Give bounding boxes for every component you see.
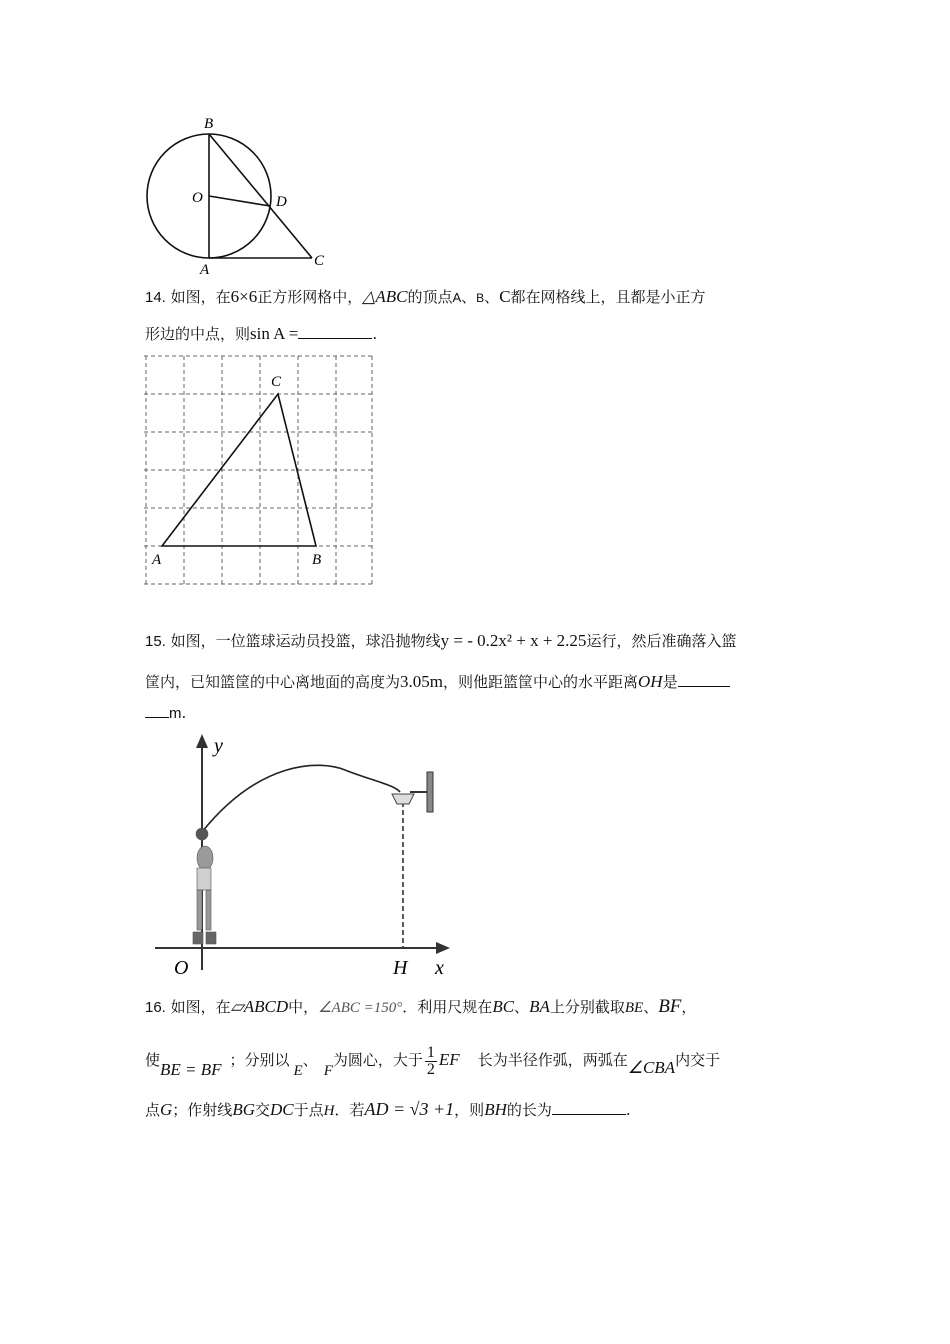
grid-label-a: A [152, 552, 162, 568]
q15-number: 15. [145, 633, 166, 650]
q16-text: 的长为 [506, 1101, 552, 1119]
q16-line-1 [145, 997, 696, 1018]
q15-height: 3.05m [400, 672, 443, 691]
q16-fraction [425, 1045, 437, 1078]
q16-text: 为圆心，大于 [332, 1051, 423, 1069]
q16-line-3 [145, 1099, 631, 1121]
q14-triangle: △ABC [362, 287, 408, 306]
q16-text: ．利用尺规在 [402, 998, 493, 1016]
q16-sep: 、 [514, 998, 530, 1016]
q16-text: 交 [254, 1101, 270, 1119]
q16-sep: 、 [302, 1051, 318, 1069]
q14-line-2 [145, 324, 377, 344]
q14-sep: 、 [484, 288, 500, 306]
q16-bh: BH [484, 1100, 507, 1119]
q16-ba: BA [529, 997, 550, 1016]
q14-text: 都在网格线上，且都是小正方 [510, 288, 706, 306]
figure-circle-tangent [140, 112, 340, 277]
q16-ef: EF [438, 1050, 460, 1069]
q16-bf: BF [658, 996, 682, 1017]
q15-end: . [181, 704, 187, 722]
q16-text: ，则 [454, 1101, 485, 1119]
grid-label-c: C [271, 374, 282, 390]
label-a: A [200, 262, 210, 277]
q14-number: 14. [145, 289, 166, 306]
label-y: y [214, 735, 223, 757]
player-figure [193, 828, 216, 944]
q16-text: ．若 [334, 1101, 365, 1119]
q15-equation: y = - 0.2x² + x + 2.25 [440, 631, 587, 650]
q16-sep: 、 [643, 998, 659, 1016]
q14-sep: 、 [461, 288, 477, 306]
label-d: D [276, 194, 287, 210]
q16-be: BE [624, 1000, 644, 1016]
q15-oh: OH [638, 672, 663, 691]
q16-angle: ∠ABC =150° [318, 1000, 403, 1016]
q16-number: 16. [145, 999, 166, 1016]
q16-text: 使 [145, 1051, 161, 1069]
q16-text: 于点 [293, 1101, 324, 1119]
q14-line-1 [145, 287, 706, 308]
label-b: B [204, 116, 214, 132]
hoop-net [392, 794, 414, 804]
q16-comma: ， [681, 998, 697, 1016]
q16-frac-den: 2 [426, 1060, 435, 1078]
figure-grid-triangle [140, 352, 380, 592]
ball-trajectory [202, 765, 400, 832]
q15-line-2 [145, 672, 730, 692]
q14-point-b: B [476, 291, 485, 305]
q16-text: ；分别以 [229, 1051, 290, 1069]
q16-line-2 [145, 1040, 720, 1084]
label-c: C [314, 253, 325, 269]
y-axis-arrow [196, 734, 208, 748]
q15-line-3 [145, 703, 186, 724]
q15-answer-blank-b[interactable] [145, 703, 169, 718]
q14-text: 的顶点 [407, 288, 453, 306]
q15-unit: m [169, 705, 182, 722]
label-h: H [393, 957, 408, 979]
q14-end: . [372, 325, 378, 343]
q16-be-eq-bf: BE = BF [160, 1060, 222, 1079]
label-x: x [435, 957, 444, 979]
q15-answer-blank-a[interactable] [678, 672, 730, 687]
q14-text: 正方形网格中， [257, 288, 363, 306]
x-axis-arrow [436, 942, 450, 954]
q15-text: 运行，然后准确落入篮 [586, 632, 737, 650]
q16-text: 内交于 [675, 1051, 721, 1069]
q16-end: . [625, 1101, 631, 1119]
label-o: O [174, 957, 189, 979]
q14-grid-expr: 6×6 [230, 287, 258, 306]
q16-text: ；作射线 [172, 1101, 233, 1119]
q16-h: H [323, 1103, 335, 1119]
q16-text: 点 [145, 1101, 161, 1119]
q16-angle-cba: ∠CBA [627, 1058, 676, 1077]
q16-parallelogram: ▱ABCD [230, 997, 289, 1016]
q15-text: ，则他距篮筐中心的水平距离 [443, 673, 639, 691]
q15-line-1 [145, 631, 736, 652]
grid-label-b: B [312, 552, 322, 568]
q16-bc: BC [492, 997, 515, 1016]
q15-text: 筐内，已知篮筐的中心离地面的高度为 [145, 673, 401, 691]
q14-text: 如图，在 [170, 288, 231, 306]
backboard [427, 772, 433, 812]
q16-g: G [160, 1100, 173, 1119]
q16-text: 长为半径作弧，两弧在 [477, 1051, 628, 1069]
q14-text: 形边的中点，则 [145, 325, 251, 343]
q14-sin-a: sin A = [250, 324, 299, 343]
q16-text: 中， [288, 998, 319, 1016]
q14-point-a: A [452, 290, 462, 305]
q16-dc: DC [270, 1100, 294, 1119]
q16-e: E [293, 1063, 303, 1079]
figure-basketball [150, 730, 460, 980]
q14-point-c: C [499, 287, 511, 306]
q16-ad: AD = √3 +1 [364, 1099, 455, 1119]
label-o: O [192, 190, 203, 206]
q16-f: F [323, 1063, 333, 1079]
segment-bc [209, 134, 312, 258]
q16-answer-blank[interactable] [552, 1100, 626, 1115]
q15-text: 是 [662, 673, 678, 691]
q16-text: 上分别截取 [549, 998, 625, 1016]
q16-bg: BG [232, 1100, 255, 1119]
q15-text: 如图，一位篮球运动员投篮，球沿抛物线 [170, 632, 441, 650]
q16-frac-num: 1 [426, 1043, 435, 1061]
q14-answer-blank[interactable] [298, 324, 372, 339]
q16-text: 如图，在 [170, 998, 231, 1016]
